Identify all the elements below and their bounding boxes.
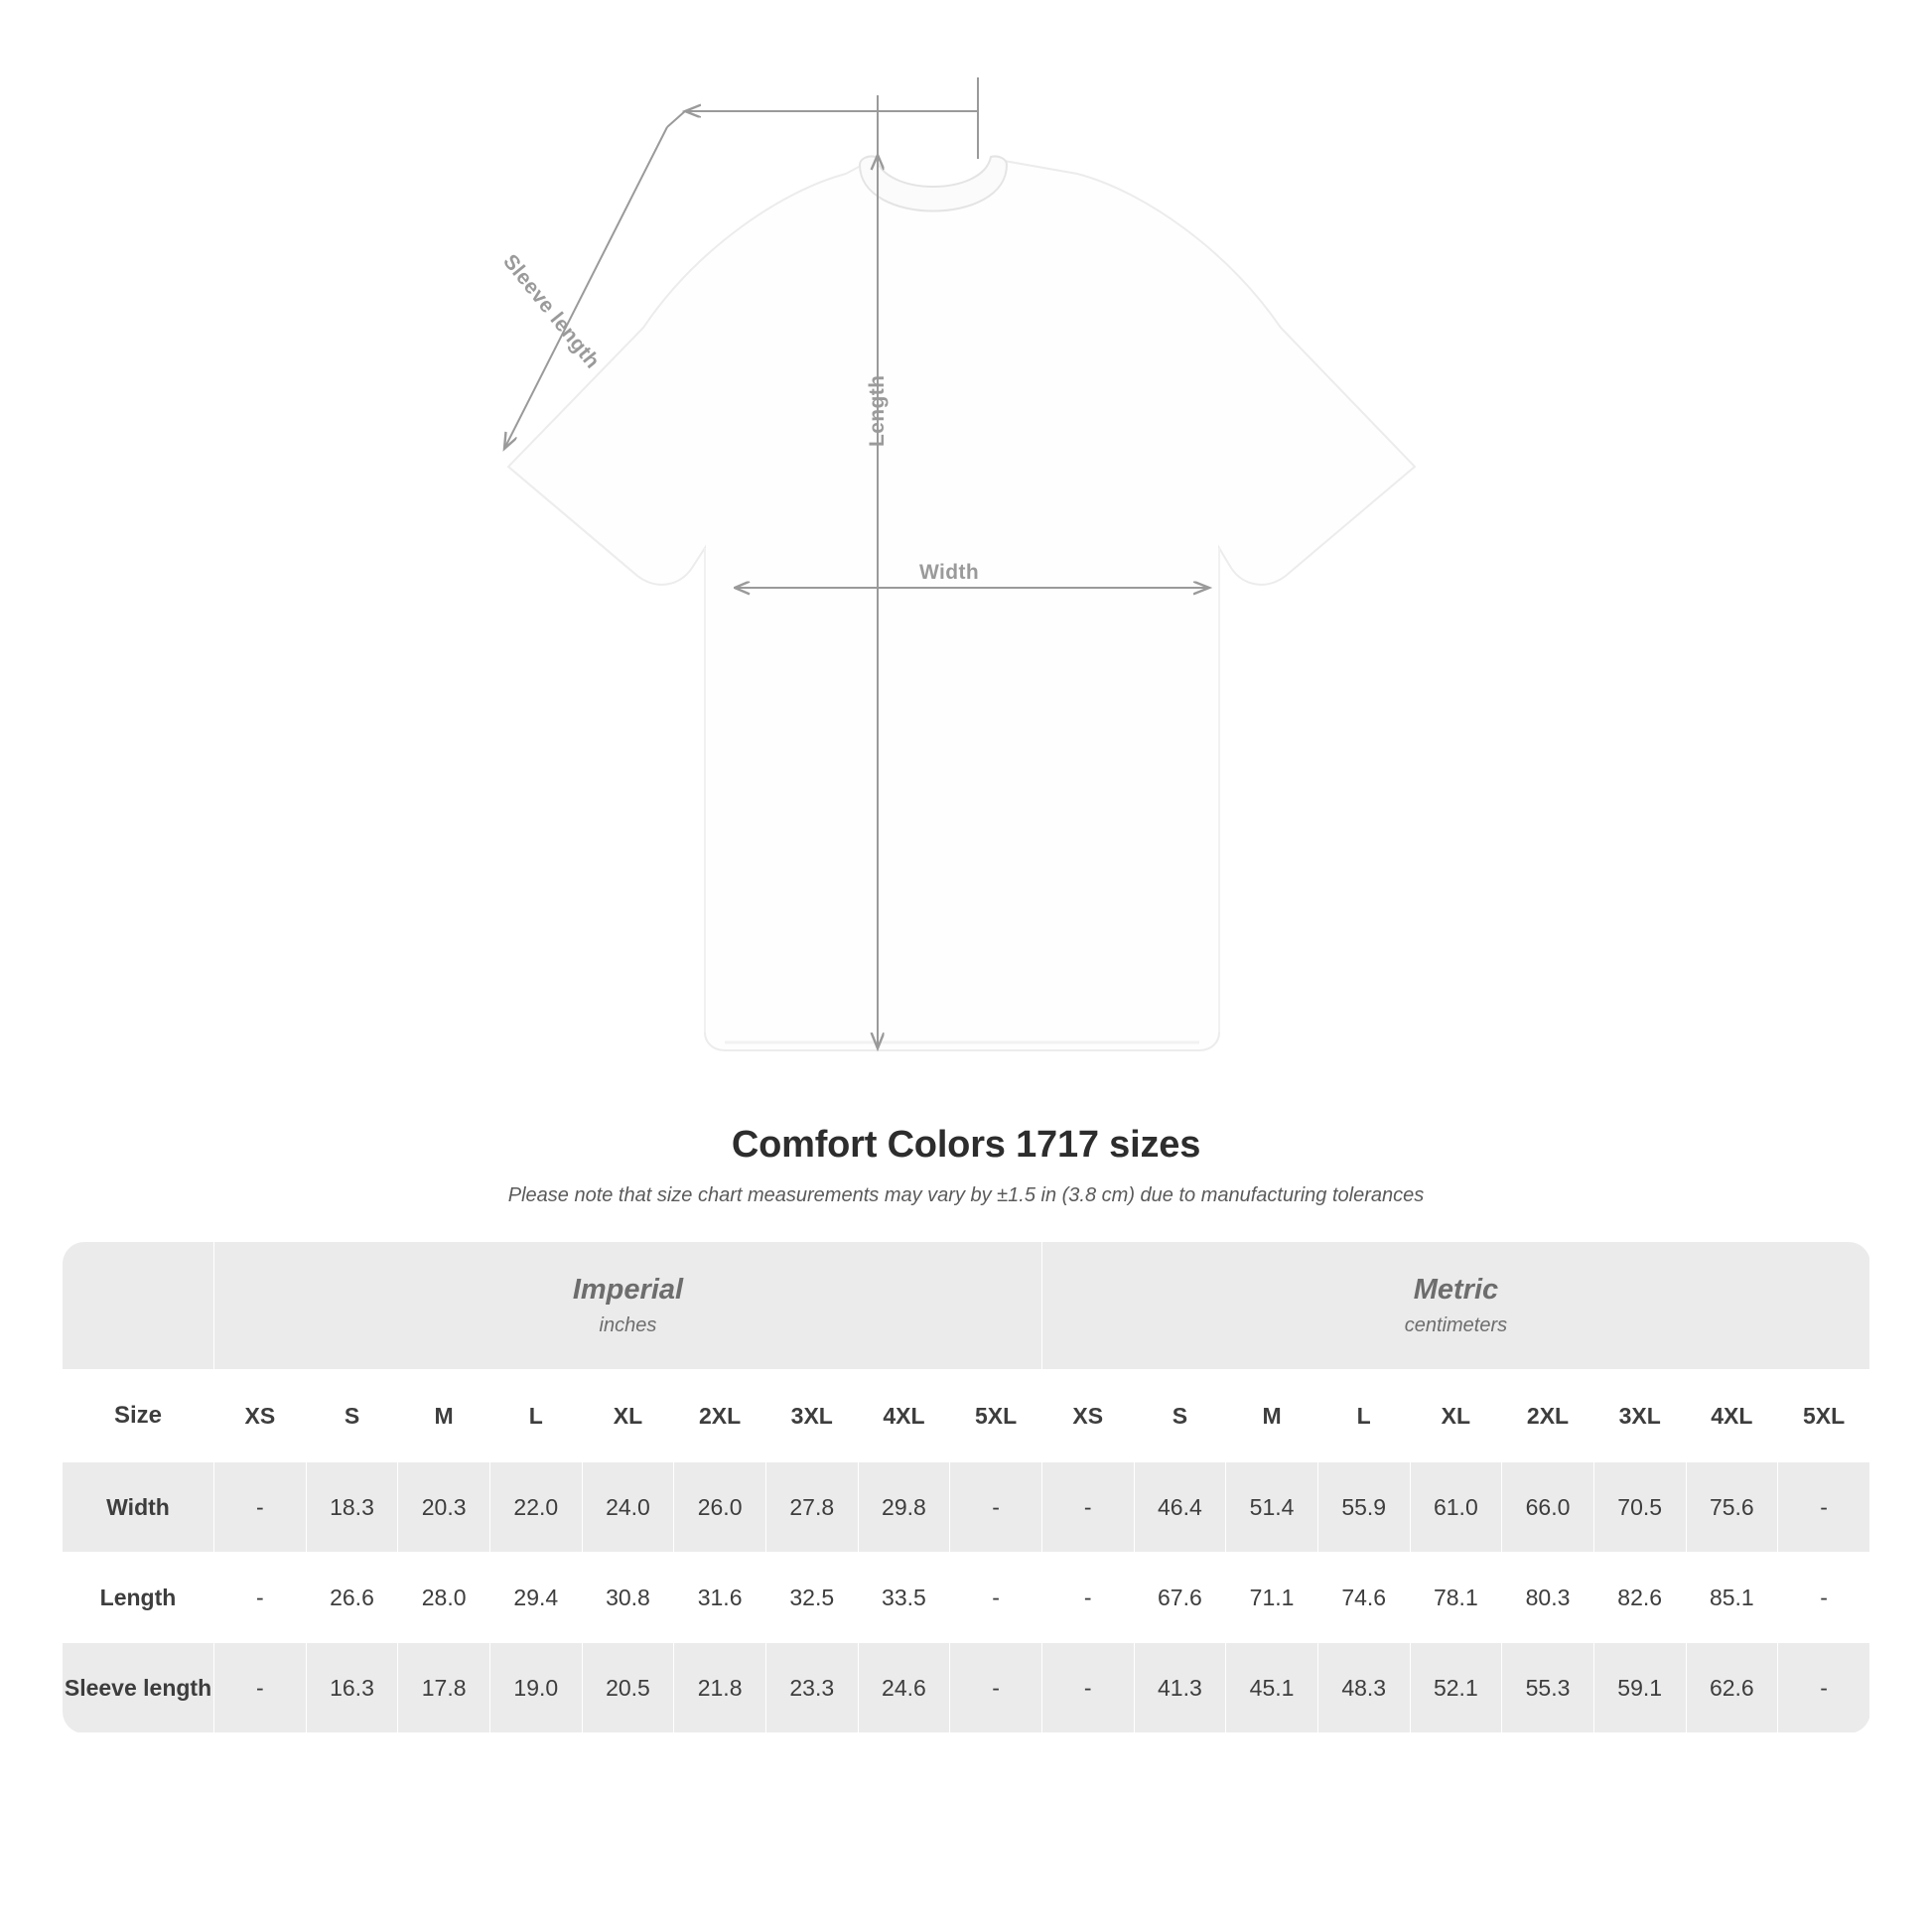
cell: 32.5 — [765, 1553, 858, 1643]
cell: 24.0 — [582, 1462, 674, 1553]
unit-header-metric — [1041, 1242, 1869, 1370]
cell: - — [214, 1643, 307, 1733]
cell: 71.1 — [1226, 1553, 1318, 1643]
metric-sub: centimeters — [1404, 1314, 1508, 1336]
imperial-sub: inches — [599, 1314, 657, 1336]
cell: 74.6 — [1317, 1553, 1410, 1643]
cell: 21.8 — [674, 1643, 766, 1733]
cell: 24.6 — [858, 1643, 950, 1733]
header-imp-l: L — [489, 1370, 582, 1462]
measurement-note: Please note that size chart measurements may vary by ±1.5 in (3.8 cm) due to manufacturing tolerances — [507, 1184, 1425, 1206]
cell: 75.6 — [1686, 1462, 1778, 1553]
header-met-l: L — [1317, 1370, 1410, 1462]
row-label-sleeve-length: Sleeve length — [63, 1643, 214, 1733]
cell: - — [1778, 1553, 1870, 1643]
cell: - — [950, 1553, 1042, 1643]
header-imp-2xl: 2XL — [674, 1370, 766, 1462]
size-table — [62, 1241, 1870, 1733]
header-imp-m: M — [398, 1370, 490, 1462]
cell: 45.1 — [1226, 1643, 1318, 1733]
cell: 78.1 — [1410, 1553, 1502, 1643]
row-label-width: Width — [63, 1462, 214, 1553]
cell: - — [214, 1553, 307, 1643]
cell: 26.0 — [674, 1462, 766, 1553]
cell: 66.0 — [1502, 1462, 1594, 1553]
header-imp-xl: XL — [582, 1370, 674, 1462]
table-row — [63, 1553, 1870, 1643]
cell: - — [950, 1462, 1042, 1553]
cell: 17.8 — [398, 1643, 490, 1733]
cell: 31.6 — [674, 1553, 766, 1643]
header-met-5xl: 5XL — [1778, 1370, 1870, 1462]
header-met-s: S — [1134, 1370, 1226, 1462]
header-imp-5xl: 5XL — [950, 1370, 1042, 1462]
cell: 61.0 — [1410, 1462, 1502, 1553]
cell: 48.3 — [1317, 1643, 1410, 1733]
header-met-m: M — [1226, 1370, 1318, 1462]
metric-name: Metric — [1413, 1274, 1499, 1306]
header-imp-s: S — [306, 1370, 398, 1462]
cell: - — [1041, 1462, 1134, 1553]
cell: 46.4 — [1134, 1462, 1226, 1553]
cell: 55.3 — [1502, 1643, 1594, 1733]
header-imp-4xl: 4XL — [858, 1370, 950, 1462]
cell: 82.6 — [1593, 1553, 1686, 1643]
page-title: Comfort Colors 1717 sizes — [731, 1124, 1201, 1166]
cell: 30.8 — [582, 1553, 674, 1643]
table-row — [63, 1462, 1870, 1553]
cell: 70.5 — [1593, 1462, 1686, 1553]
unit-header-spacer — [63, 1242, 214, 1370]
cell: 85.1 — [1686, 1553, 1778, 1643]
unit-header-imperial — [214, 1242, 1042, 1370]
cell: - — [1041, 1643, 1134, 1733]
cell: 20.3 — [398, 1462, 490, 1553]
sleeve-length-label: Sleeve length — [498, 250, 605, 373]
cell: - — [950, 1643, 1042, 1733]
cell: 28.0 — [398, 1553, 490, 1643]
cell: 18.3 — [306, 1462, 398, 1553]
unit-header-row — [63, 1242, 1870, 1370]
header-met-2xl: 2XL — [1502, 1370, 1594, 1462]
cell: 52.1 — [1410, 1643, 1502, 1733]
cell: 29.8 — [858, 1462, 950, 1553]
cell: 20.5 — [582, 1643, 674, 1733]
width-label: Width — [919, 561, 980, 584]
header-met-xs: XS — [1041, 1370, 1134, 1462]
cell: - — [214, 1462, 307, 1553]
cell: 55.9 — [1317, 1462, 1410, 1553]
cell: 80.3 — [1502, 1553, 1594, 1643]
cell: 29.4 — [489, 1553, 582, 1643]
cell: 59.1 — [1593, 1643, 1686, 1733]
size-table-wrapper — [62, 1241, 1870, 1733]
title-block — [0, 1124, 1932, 1207]
imperial-name: Imperial — [572, 1274, 684, 1306]
cell: 19.0 — [489, 1643, 582, 1733]
size-corner-label: Size — [63, 1370, 214, 1462]
cell: 62.6 — [1686, 1643, 1778, 1733]
cell: - — [1778, 1462, 1870, 1553]
length-label: Length — [866, 374, 889, 447]
size-header-row — [63, 1370, 1870, 1462]
cell: 33.5 — [858, 1553, 950, 1643]
cell: 23.3 — [765, 1643, 858, 1733]
cell: 51.4 — [1226, 1462, 1318, 1553]
cell: 27.8 — [765, 1462, 858, 1553]
cell: 26.6 — [306, 1553, 398, 1643]
cell: - — [1778, 1643, 1870, 1733]
row-label-length: Length — [63, 1553, 214, 1643]
cell: - — [1041, 1553, 1134, 1643]
cell: 67.6 — [1134, 1553, 1226, 1643]
cell: 16.3 — [306, 1643, 398, 1733]
cell: 41.3 — [1134, 1643, 1226, 1733]
header-imp-3xl: 3XL — [765, 1370, 858, 1462]
tshirt-shape — [508, 156, 1415, 1050]
header-met-4xl: 4XL — [1686, 1370, 1778, 1462]
table-row — [63, 1643, 1870, 1733]
header-met-3xl: 3XL — [1593, 1370, 1686, 1462]
header-imp-xs: XS — [214, 1370, 307, 1462]
header-met-xl: XL — [1410, 1370, 1502, 1462]
cell: 22.0 — [489, 1462, 582, 1553]
